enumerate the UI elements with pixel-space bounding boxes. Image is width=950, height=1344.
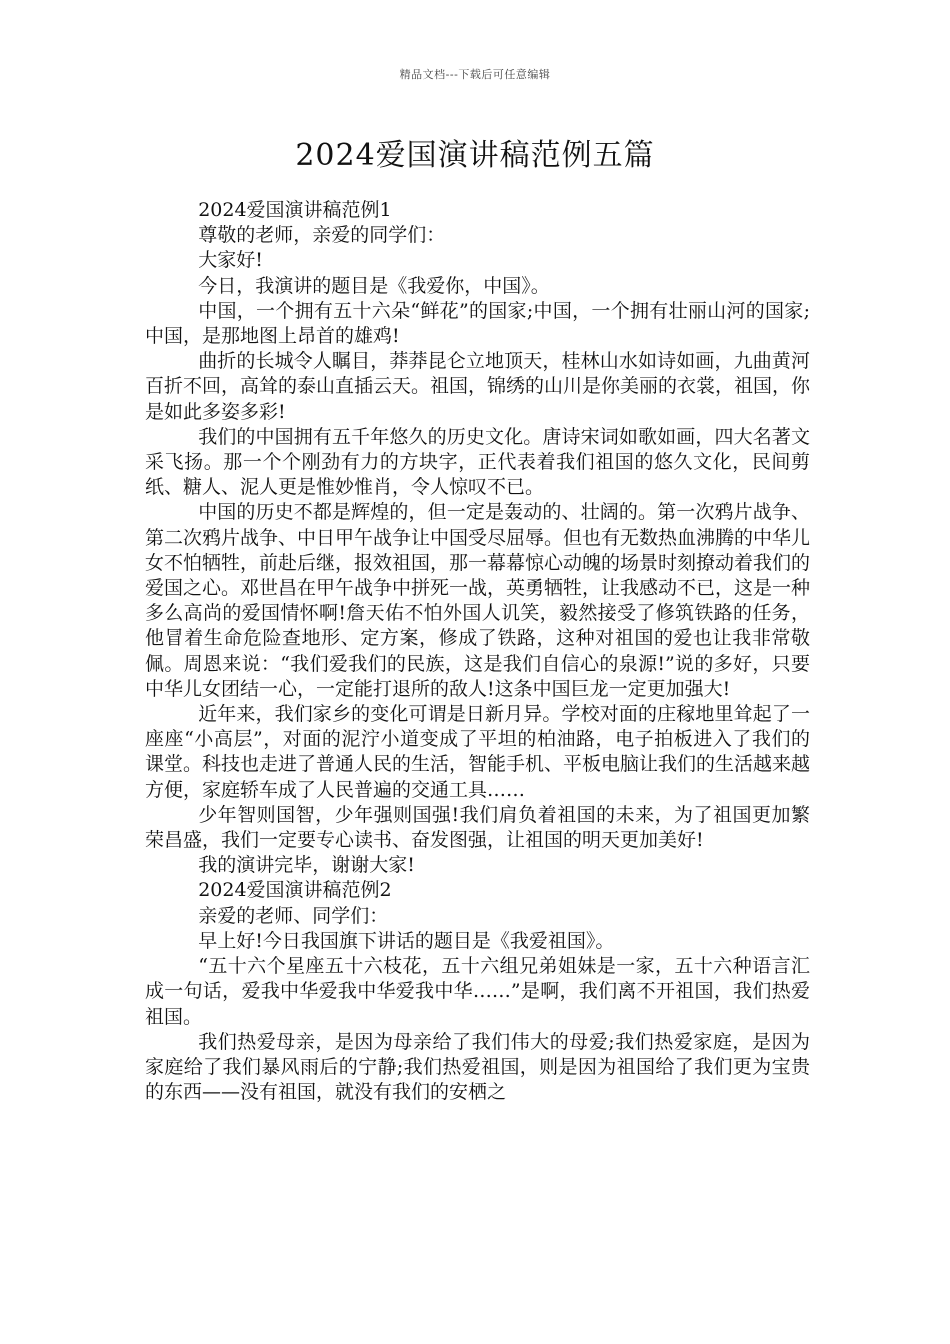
closing-line: 我的演讲完毕，谢谢大家! xyxy=(198,854,415,877)
paragraph: 我们的中国拥有五千年悠久的历史文化。唐诗宋词如歌如画，四大名著文采飞扬。那一个个刚劲有力的方块字，正代表着我们祖国的悠久文化，民间剪纸、糖人、泥人更是惟妙惟肖，令人惊叹不已。 xyxy=(145,425,810,499)
paragraph: 近年来，我们家乡的变化可谓是日新月异。学校对面的庄稼地里耸起了一座座“小高层”，对面的泥泞小道变成了平坦的柏油路，电子拍板进入了我们的课堂。科技也走进了普通人民的生活，智能手机、平板电脑让我们的生活越来越方便，家庭轿车成了人民普遍的交通工具…… xyxy=(145,703,811,801)
greeting: 大家好! xyxy=(198,249,263,272)
document-body xyxy=(145,198,810,1105)
salutation: 尊敬的老师，亲爱的同学们： xyxy=(198,224,446,247)
salutation: 亲爱的老师、同学们： xyxy=(198,904,389,927)
paragraph: “五十六个星座五十六枝花，五十六组兄弟姐妹是一家，五十六种语言汇成一句话，爱我中华爱我中华爱我中华……”是啊，我们离不开祖国，我们热爱祖国。 xyxy=(145,955,810,1028)
paragraph: 中国，一个拥有五十六朵“鲜花”的国家;中国，一个拥有壮丽山河的国家;中国，是那地图上昂首的雄鸡! xyxy=(145,299,810,348)
document-title: 2024爱国演讲稿范例五篇 xyxy=(295,138,655,173)
section-heading-2: 2024爱国演讲稿范例2 xyxy=(198,879,392,902)
paragraph: 中国的历史不都是辉煌的，但一定是轰动的、壮阔的。第一次鸦片战争、第二次鸦片战争、中日甲午战争让中国受尽屈辱。但也有无数热血沸腾的中华儿女不怕牺牲，前赴后继，报效祖国，那一幕幕惊心动魄的场景时刻撩动着我们的爱国之心。邓世昌在甲午战争中拼死一战，英勇牺牲，让我感动不已，这是一种多么高尚的爱国情怀啊!詹天佑不怕外国人讥笑，毅然接受了修筑铁路的任务，他冒着生命危险查地形、定方案，修成了铁路，这种对祖国的爱也让我非常敬佩。周恩来说：“我们爱我们的民族，这是我们自信心的泉源!”说的多好，只要中华儿女团结一心，一定能打退所的敌人!这条中国巨龙一定更加强大! xyxy=(145,501,811,700)
paragraph: 今日，我演讲的题目是《我爱你，中国》。 xyxy=(198,274,550,297)
section-heading-1: 2024爱国演讲稿范例1 xyxy=(198,199,392,221)
paragraph: 我们热爱母亲，是因为母亲给了我们伟大的母爱;我们热爱家庭，是因为家庭给了我们暴风雨后的宁静;我们热爱祖国，则是因为祖国给了我们更为宝贵的东西——没有祖国，就没有我们的安栖之 xyxy=(145,1030,810,1104)
paragraph: 曲折的长城令人瞩目，莽莽昆仑立地顶天，桂林山水如诗如画，九曲黄河百折不回，高耸的泰山直插云天。祖国，锦绣的山川是你美丽的衣裳，祖国，你是如此多姿多彩! xyxy=(145,350,811,423)
paragraph: 少年智则国智，少年强则国强!我们肩负着祖国的未来，为了祖国更加繁荣昌盛，我们一定要专心读书、奋发图强，让祖国的明天更加美好! xyxy=(145,803,810,852)
paragraph: 早上好!今日我国旗下讲话的题目是《我爱祖国》。 xyxy=(198,929,615,952)
header-note: 精品文档---下载后可任意编辑 xyxy=(399,68,551,81)
